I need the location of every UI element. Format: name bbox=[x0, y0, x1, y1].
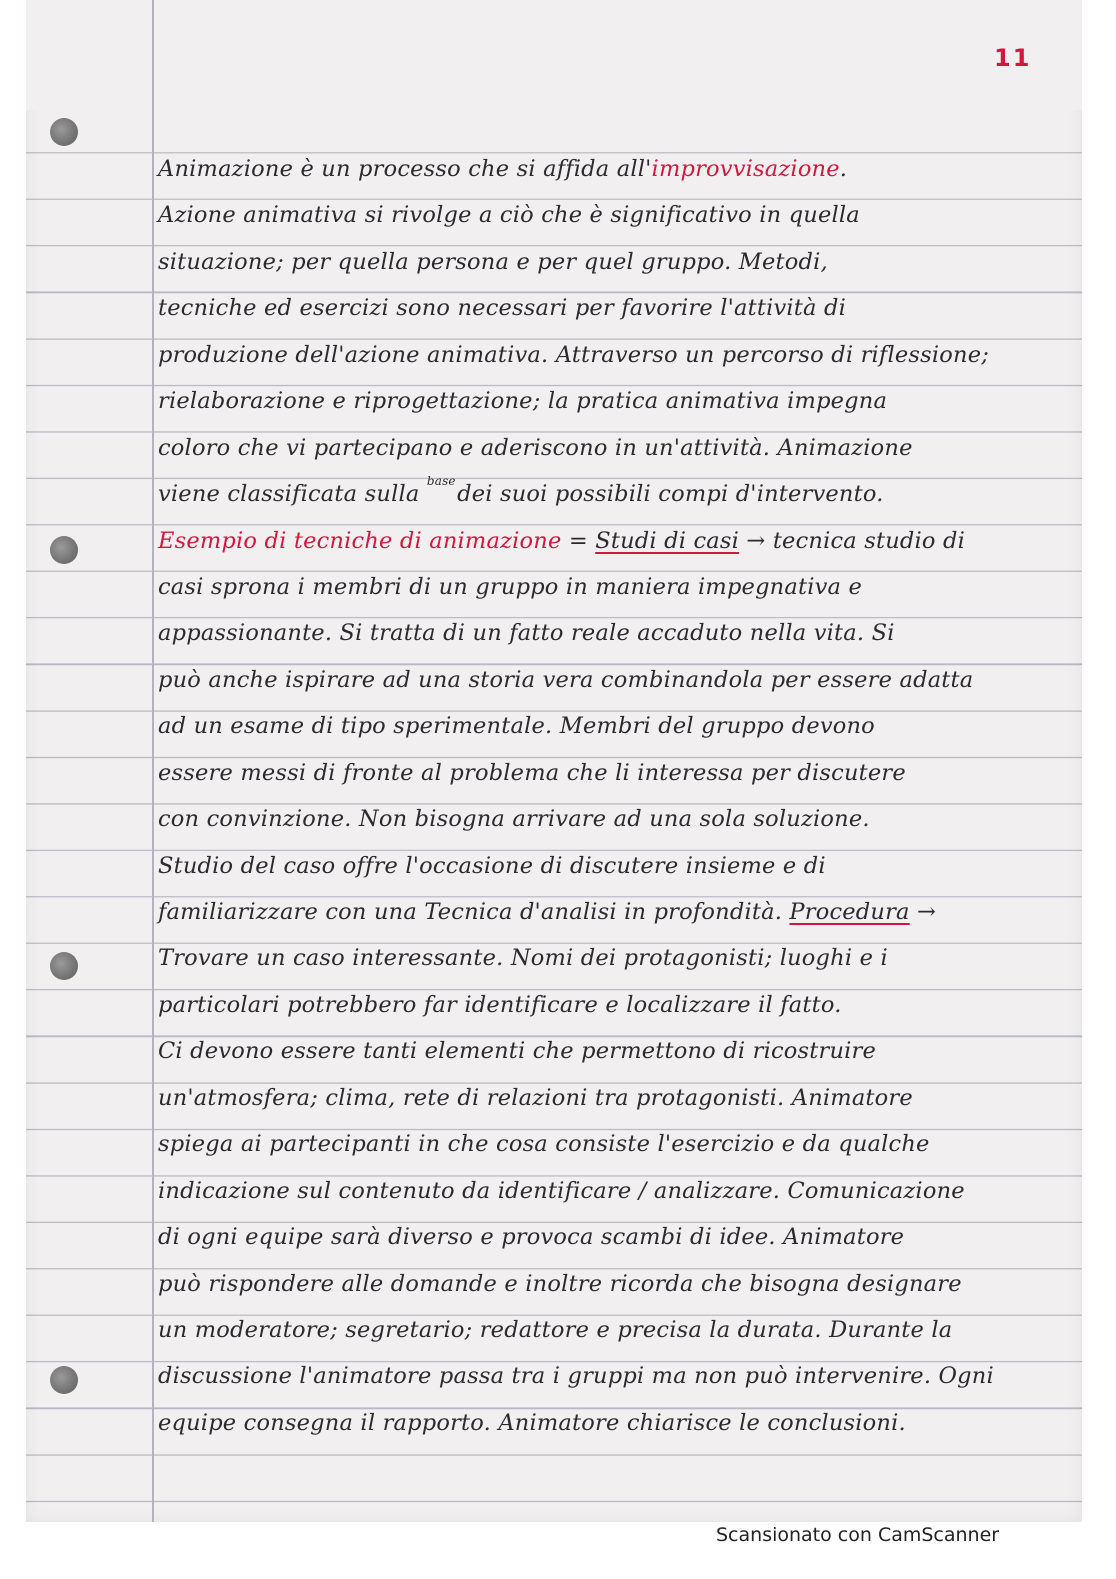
text-line bbox=[158, 657, 1058, 703]
text-line bbox=[158, 1261, 1058, 1307]
text-fragment: con convinzione. Non bisogna arrivare ad una sola soluzione. bbox=[158, 806, 870, 833]
text-line bbox=[158, 1214, 1058, 1260]
text-fragment: un moderatore; segretario; redattore e precisa la durata. Durante la bbox=[158, 1316, 953, 1343]
text-fragment: discussione l'animatore passa tra i gruppi ma non può intervenire. Ogni bbox=[158, 1363, 994, 1390]
text-fragment: indicazione sul contenuto da identificare / analizzare. Comunicazione bbox=[158, 1177, 965, 1204]
text-fragment: → tecnica studio di bbox=[739, 527, 966, 554]
text-line bbox=[158, 1400, 1058, 1446]
binder-hole bbox=[50, 118, 78, 146]
text-fragment: produzione dell'azione animativa. Attraverso un percorso di riflessione; bbox=[158, 341, 989, 368]
text-line bbox=[158, 610, 1058, 656]
text-line bbox=[158, 1307, 1058, 1353]
text-line bbox=[158, 935, 1058, 981]
text-line bbox=[158, 332, 1058, 378]
page-header-area bbox=[26, 0, 1082, 110]
text-line bbox=[158, 982, 1058, 1028]
text-fragment: improvvisazione bbox=[651, 156, 840, 182]
text-fragment: = bbox=[561, 527, 596, 554]
text-fragment: un'atmosfera; clima, rete di relazioni tra protagonisti. Animatore bbox=[158, 1084, 913, 1111]
text-fragment: → bbox=[909, 899, 937, 925]
text-fragment: Studi di casi bbox=[595, 527, 740, 554]
text-line bbox=[158, 750, 1058, 796]
text-fragment: Esempio di tecniche di animazione bbox=[158, 527, 562, 554]
text-fragment: può anche ispirare ad una storia vera combinandola per essere adatta bbox=[158, 666, 974, 693]
text-fragment: dei suoi possibili compi d'intervento. bbox=[449, 481, 884, 508]
binder-hole bbox=[50, 536, 78, 564]
text-fragment: equipe consegna il rapporto. Animatore chiarisce le conclusioni. bbox=[158, 1409, 906, 1436]
text-line bbox=[158, 564, 1058, 610]
text-fragment: Studio del caso offre l'occasione di discutere insieme e di bbox=[158, 852, 826, 879]
page-number: 11 bbox=[994, 44, 1032, 72]
text-line bbox=[158, 518, 1058, 564]
text-line bbox=[158, 1028, 1058, 1074]
text-fragment: coloro che vi partecipano e aderiscono in un'attività. Animazione bbox=[158, 434, 913, 461]
text-fragment: familiarizzare con una Tecnica d'analisi in profondità. bbox=[158, 899, 790, 925]
text-fragment: casi sprona i membri di un gruppo in maniera impegnativa e bbox=[158, 573, 863, 600]
text-fragment: Azione animativa si rivolge a ciò che è significativo in quella bbox=[158, 202, 860, 229]
text-line bbox=[158, 471, 1058, 517]
text-line bbox=[158, 146, 1058, 192]
text-line bbox=[158, 425, 1058, 471]
text-fragment: base bbox=[426, 474, 456, 489]
handwritten-text bbox=[158, 146, 1058, 1446]
margin-line bbox=[152, 0, 154, 1522]
text-fragment: ad un esame di tipo sperimentale. Membri del gruppo devono bbox=[158, 713, 875, 740]
text-fragment: particolari potrebbero far identificare e localizzare il fatto. bbox=[158, 991, 842, 1018]
text-fragment: essere messi di fronte al problema che li interessa per discutere bbox=[158, 759, 906, 786]
text-line bbox=[158, 1121, 1058, 1167]
text-line bbox=[158, 285, 1058, 331]
text-line bbox=[158, 239, 1058, 285]
binder-hole bbox=[50, 952, 78, 980]
text-line bbox=[158, 192, 1058, 238]
text-fragment: appassionante. Si tratta di un fatto reale accaduto nella vita. Si bbox=[158, 620, 895, 647]
text-fragment: tecniche ed esercizi sono necessari per favorire l'attività di bbox=[158, 295, 847, 322]
text-line bbox=[158, 796, 1058, 842]
text-line bbox=[158, 889, 1058, 935]
text-line bbox=[158, 1075, 1058, 1121]
text-line bbox=[158, 843, 1058, 889]
text-fragment: viene classificata sulla bbox=[158, 481, 427, 508]
text-fragment: rielaborazione e riprogettazione; la pratica animativa impegna bbox=[158, 388, 888, 415]
binder-hole bbox=[50, 1366, 78, 1394]
text-fragment: Ci devono essere tanti elementi che permettono di ricostruire bbox=[158, 1038, 877, 1065]
text-fragment: . bbox=[839, 156, 848, 182]
text-line bbox=[158, 703, 1058, 749]
text-fragment: può rispondere alle domande e inoltre ricorda che bisogna designare bbox=[158, 1270, 962, 1297]
text-fragment: Trovare un caso interessante. Nomi dei protagonisti; luoghi e i bbox=[158, 945, 888, 972]
text-line bbox=[158, 1168, 1058, 1214]
text-line bbox=[158, 378, 1058, 424]
text-fragment: Animazione è un processo che si affida all' bbox=[158, 156, 652, 182]
text-fragment: Procedura bbox=[789, 899, 910, 925]
text-fragment: spiega ai partecipanti in che cosa consiste l'esercizio e da qualche bbox=[158, 1131, 930, 1158]
scanner-watermark: Scansionato con CamScanner bbox=[716, 1524, 1000, 1546]
text-line bbox=[158, 1353, 1058, 1399]
text-fragment: di ogni equipe sarà diverso e provoca scambi di idee. Animatore bbox=[158, 1224, 905, 1251]
text-fragment: situazione; per quella persona e per quel gruppo. Metodi, bbox=[158, 248, 828, 275]
